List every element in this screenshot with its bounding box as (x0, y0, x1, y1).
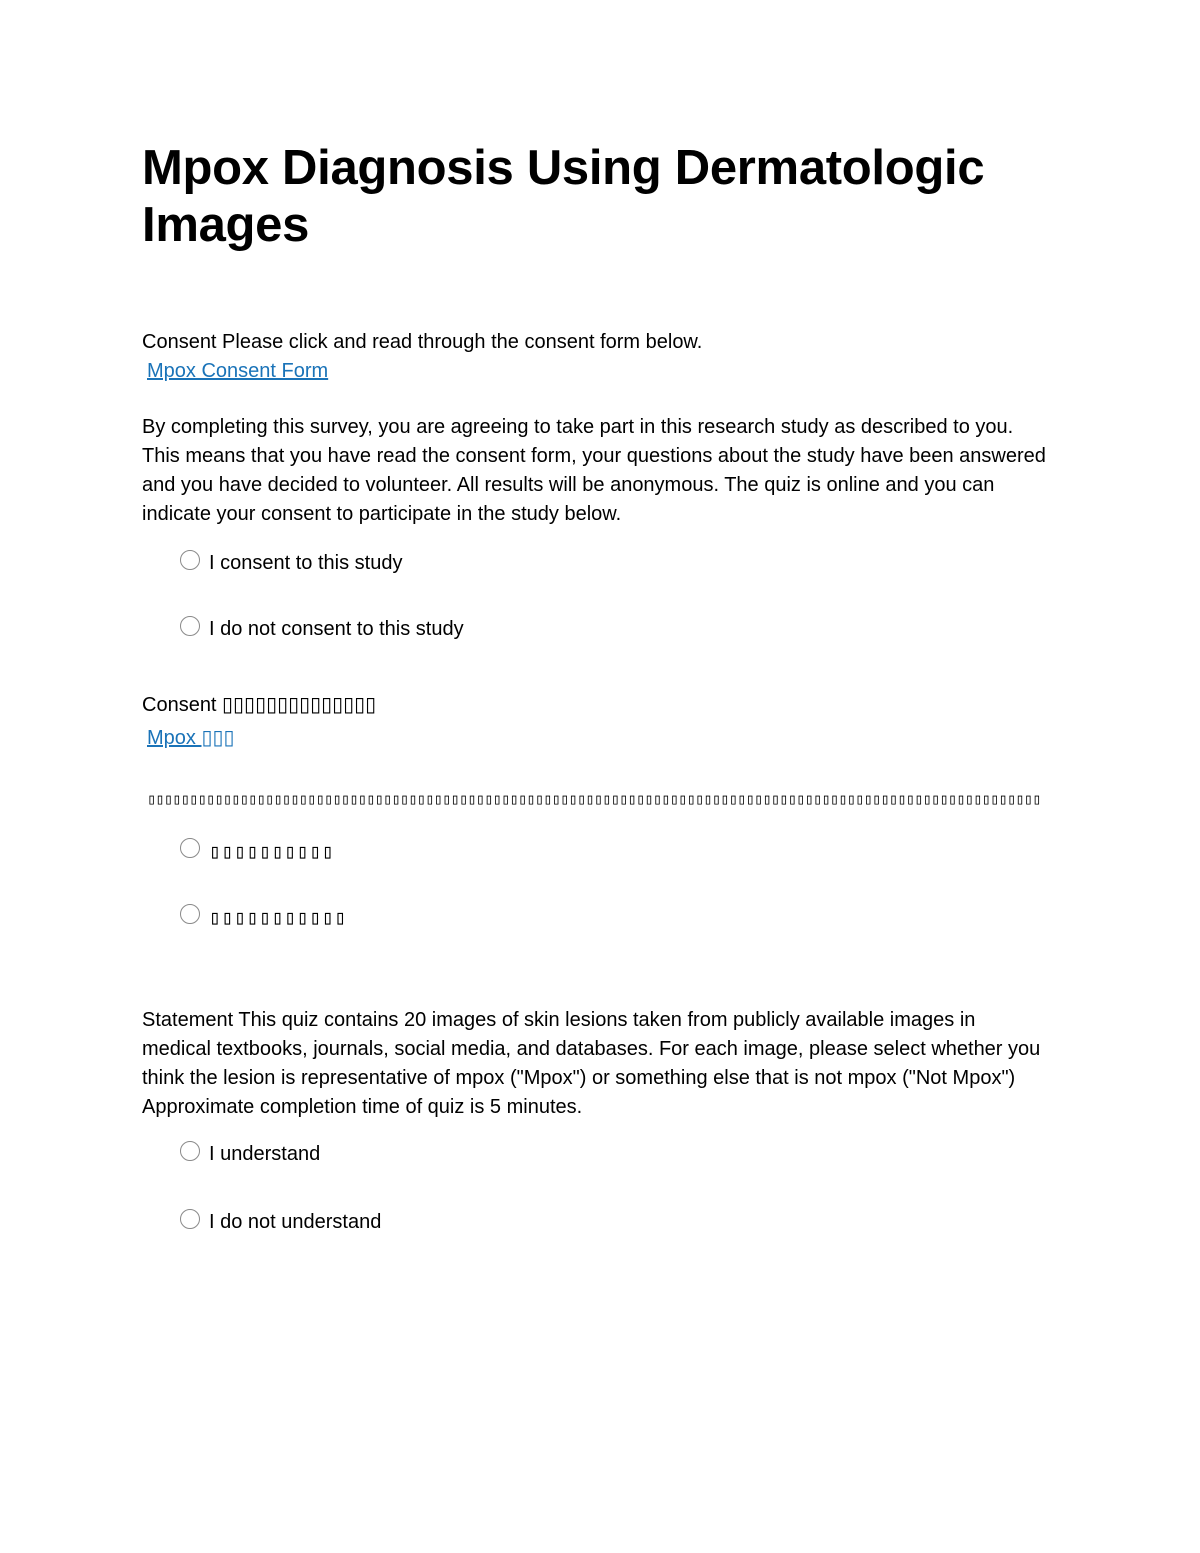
translated-consent-prompt-text: Consent ▯▯▯▯▯▯▯▯▯▯▯▯▯▯ (142, 694, 377, 716)
radio-understand[interactable] (180, 1141, 200, 1161)
consent-prompt: Consent Please click and read through the consent form below. (142, 331, 703, 353)
option-not-consent[interactable] (180, 616, 464, 642)
translated-consent-form-link[interactable]: Mpox ▯▯▯ (147, 727, 235, 749)
option-consent[interactable] (180, 550, 402, 576)
translated-option-not-consent[interactable] (180, 904, 347, 930)
translated-consent-body: ▯▯▯▯▯▯▯▯▯▯▯▯▯▯▯▯▯▯▯▯▯▯▯▯▯▯▯▯▯▯▯▯▯▯▯▯▯▯▯▯▯▯▯▯▯▯▯▯▯▯▯▯▯▯▯▯▯▯▯▯▯▯▯▯▯▯▯▯▯▯▯▯▯▯▯▯▯▯▯▯▯▯▯▯▯▯▯▯▯▯▯▯▯▯▯▯▯▯▯▯▯▯▯▯▯▯ (147, 790, 1041, 808)
statement-text: Statement This quiz contains 20 images of skin lesions taken from publicly available images in medical textbooks, journals, social media, and databases. For each image, please select whether you think the lesion is representative of mpox ("Mpox") or something else that is not mpox ("Not Mpox") Approximate completion time of quiz is 5 minutes. (142, 1009, 1041, 1118)
radio-consent[interactable] (180, 550, 200, 570)
translated-consent-link-wrap (142, 724, 234, 753)
option-understand-label: I understand (209, 1143, 321, 1165)
translated-option-consent-label: ▯▯▯▯▯▯▯▯▯▯ (209, 839, 335, 863)
translated-radio-consent[interactable] (180, 838, 200, 858)
radio-not-consent[interactable] (180, 616, 200, 636)
option-understand[interactable] (180, 1141, 320, 1167)
translated-option-not-consent-label: ▯▯▯▯▯▯▯▯▯▯▯ (209, 905, 347, 929)
consent-body-text: By completing this survey, you are agreeing to take part in this research study as described to you. This means that you have read the consent form, your questions about the study have been answered and you have decided to volunteer. All results will be anonymous. The quiz is online and you can indicate your consent to participate in the study below. (142, 416, 1046, 525)
option-not-understand-label: I do not understand (209, 1211, 382, 1233)
option-consent-label: I consent to this study (209, 552, 403, 574)
translated-consent-prompt (142, 691, 376, 720)
consent-form-link[interactable]: Mpox Consent Form (147, 360, 329, 382)
survey-page (142, 0, 1052, 1553)
consent-form-link-wrap (142, 357, 328, 386)
radio-not-understand[interactable] (180, 1209, 200, 1229)
page-title: Mpox Diagnosis Using Dermatologic Images (142, 141, 985, 252)
option-not-understand[interactable] (180, 1209, 381, 1235)
option-not-consent-label: I do not consent to this study (209, 618, 464, 640)
translated-radio-not-consent[interactable] (180, 904, 200, 924)
translated-option-consent[interactable] (180, 838, 334, 864)
